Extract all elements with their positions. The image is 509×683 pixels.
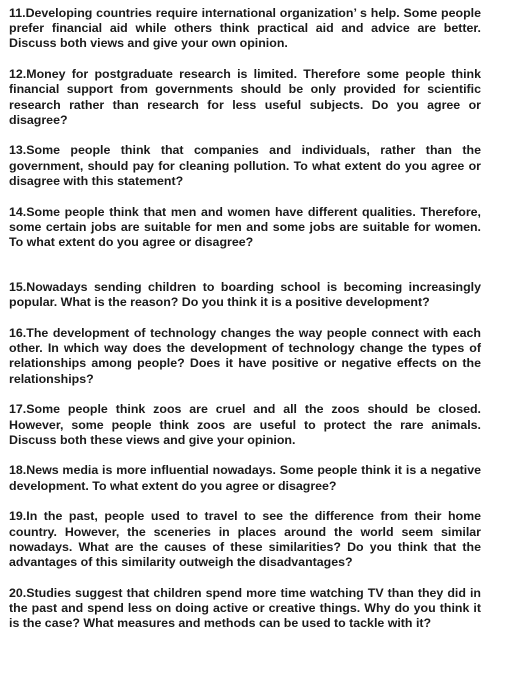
question-number: 12 — [9, 67, 23, 82]
question-text: Some people think that men and women have different qualities. Therefore, some certain jobs are suitable for men and some jobs are suitable for women. To what extent do you agree or disagree? — [9, 204, 481, 249]
essay-question-list — [9, 6, 481, 631]
question-20: 20.Studies suggest that children spend more time watching TV than they did in the past and spend less on doing active or creative things. Why do you think it is the case? What measures and methods can be used to tackle with it? — [9, 585, 481, 631]
question-13: 13.Some people think that companies and individuals, rather than the government, should pay for cleaning pollution. To what extent do you agree or disagree with this statement? — [9, 143, 481, 188]
question-number: 19 — [9, 509, 23, 524]
question-text: Money for postgraduate research is limited. Therefore some people think financial support from governments should be only provided for scientific research rather than research for less useful subjects. Do you agree or disagree? — [9, 67, 481, 127]
question-number: 15 — [9, 280, 23, 295]
question-text: In the past, people used to travel to see the difference from their home country. However, the sceneries in places around the world seem similar nowadays. What are the causes of these similarities? Do you think that the advantages of this similarity outweigh the disadvantages? — [9, 509, 481, 569]
question-18: 18.News media is more influential nowadays. Some people think it is a negative development. To what extent do you agree or disagree? — [9, 463, 481, 493]
question-text: The development of technology changes the way people connect with each other. In which way does the development of technology change the types of relationships among people? Does it have positive or negative effects on the relationships? — [9, 326, 481, 386]
question-text: News media is more influential nowadays. Some people think it is a negative development. To what extent do you agree or disagree? — [9, 463, 481, 493]
question-number: 20 — [9, 585, 23, 600]
question-14: 14.Some people think that men and women have different qualities. Therefore, some certain jobs are suitable for men and some jobs are suitable for women. To what extent do you agree or disagree? — [9, 204, 481, 249]
question-19: 19.In the past, people used to travel to see the difference from their home country. However, the sceneries in places around the world seem similar nowadays. What are the causes of these similarities? Do you think that the advantages of this similarity outweigh the disadvantages? — [9, 509, 481, 569]
question-number: 14 — [9, 204, 23, 219]
question-12: 12.Money for postgraduate research is limited. Therefore some people think financial support from governments should be only provided for scientific research rather than research for less useful subjects. Do you agree or disagree? — [9, 67, 481, 127]
question-text: Developing countries require international organization’ s help. Some people prefer financial aid while others think practical aid and advice are better. Discuss both views and give your own opinion. — [9, 6, 481, 51]
question-15: 15.Nowadays sending children to boarding school is becoming increasingly popular. What is the reason? Do you think it is a positive development? — [9, 280, 481, 310]
question-text: Nowadays sending children to boarding school is becoming increasingly popular. What is the reason? Do you think it is a positive development? — [9, 280, 481, 310]
question-16: 16.The development of technology changes the way people connect with each other. In which way does the development of technology change the types of relationships among people? Does it have positive or negative effects on the relationships? — [9, 326, 481, 386]
question-number: 18 — [9, 463, 23, 478]
question-11: 11.Developing countries require international organization’ s help. Some people prefer financial aid while others think practical aid and advice are better. Discuss both views and give your own opinion. — [9, 6, 481, 51]
question-number: 13 — [9, 143, 23, 158]
question-text: Studies suggest that children spend more time watching TV than they did in the past and spend less on doing active or creative things. Why do you think it is the case? What measures and methods can be used to tackle with it? — [9, 585, 481, 631]
question-text: Some people think zoos are cruel and all the zoos should be closed. However, some people think zoos are useful to protect the rare animals. Discuss both these views and give your opinion. — [9, 402, 481, 447]
question-number: 16 — [9, 326, 23, 341]
question-text: Some people think that companies and individuals, rather than the government, should pay for cleaning pollution. To what extent do you agree or disagree with this statement? — [9, 143, 481, 188]
question-17: 17.Some people think zoos are cruel and all the zoos should be closed. However, some people think zoos are useful to protect the rare animals. Discuss both these views and give your opinion. — [9, 402, 481, 447]
question-number: 11 — [9, 6, 23, 20]
question-number: 17 — [9, 402, 23, 417]
